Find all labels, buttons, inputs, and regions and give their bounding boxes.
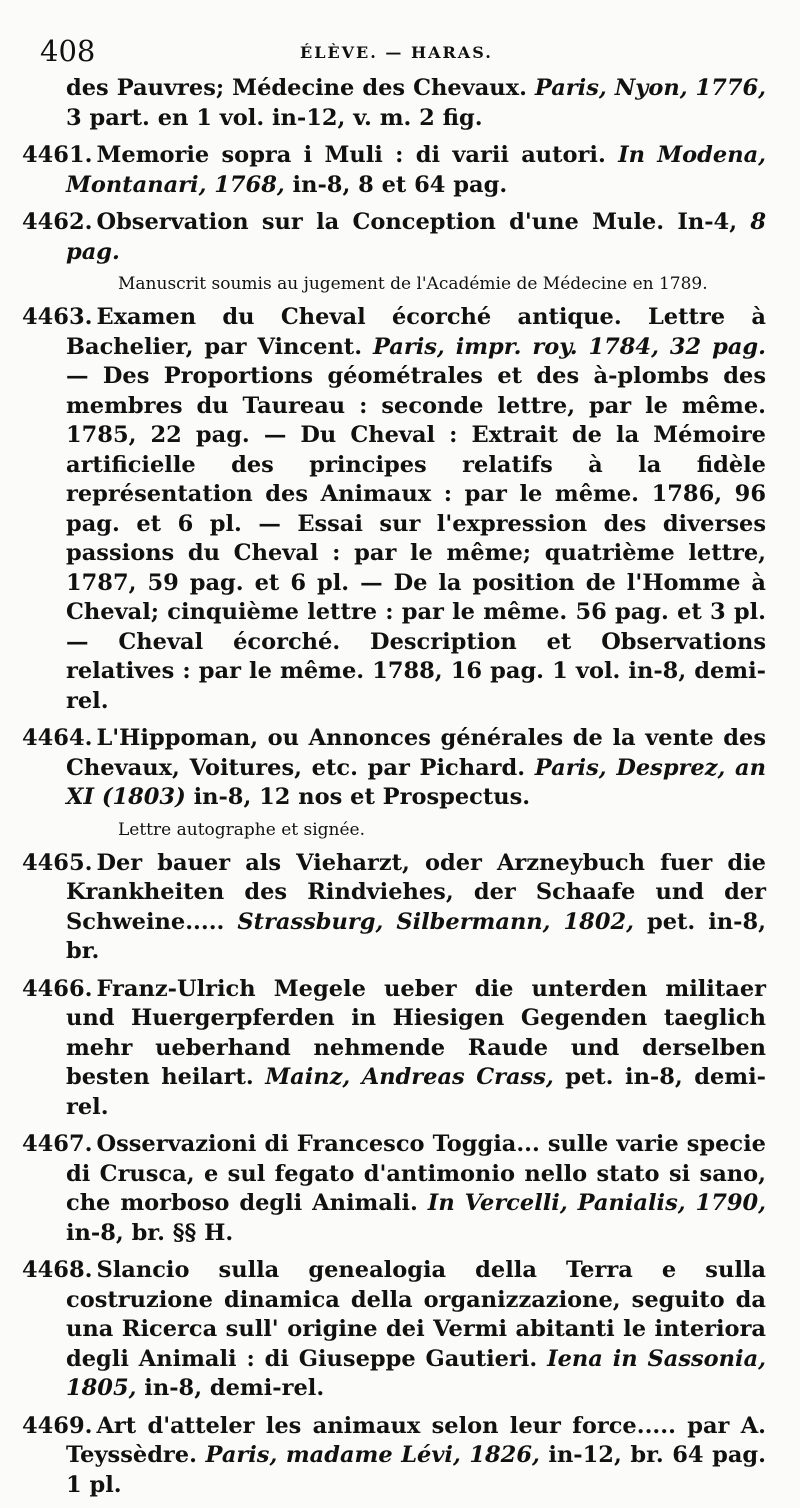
catalog-entry: [22, 1256, 766, 1404]
entry-publisher: Iena in Sassonia, 1805,: [66, 1345, 766, 1401]
entry-rest: in-8, 12 nos et Prospectus.: [185, 784, 531, 810]
entry-text: Art d'atteler les animaux selon leur force..... par A. Teyssèdre.: [66, 1412, 766, 1468]
entry-rest: in-8, 8 et 64 pag.: [284, 171, 508, 198]
entry-rest: in-8, demi-rel.: [136, 1375, 325, 1401]
entry-publisher: In Modena, Montanari, 1768,: [66, 142, 766, 198]
entry-number: 4465.: [22, 849, 93, 876]
entry-number: 4467.: [22, 1131, 93, 1157]
catalog-entry: [22, 1412, 766, 1501]
entry-publisher: Mainz, Andreas Crass,: [265, 1064, 554, 1090]
entry-text: Franz-Ulrich Megele ueber die unterden militaer und Huergerpferden in Hiesigen Gegenden taeglich mehr ueberhand nehmende Raude und derselben besten heilart.: [66, 975, 766, 1090]
entry-number: 4463.: [22, 304, 93, 330]
catalog-entry: [22, 975, 767, 1123]
entry-number: 4469.: [22, 1412, 93, 1439]
entry-rest: pet. in-8, br.: [66, 908, 766, 964]
entry-rest: 3 part. en 1 vol. in-12, v. m. 2 fig.: [66, 104, 483, 131]
entry-text: Der bauer als Vieharzt, oder Arzneybuch fuer die Krankheiten des Rindviehes, der Schaafe und der Schweine.....: [66, 849, 766, 935]
page-number: 408: [40, 34, 96, 68]
entry-rest: — Des Proportions géométrales et des à-plombs des membres du Taureau : seconde lettre, par le même. 1785, 22 pag. — Du Cheval : Extrait de la Mémoire artificielle des principes relatifs à la fidèle représentation des Animaux : par le même. 1786, 96 pag. et 6 pl. — Essai sur l'expression des diverses passions du Cheval : par le même; quatrième lettre, 1787, 59 pag. et 6 pl. — De la position de l'Homme à Cheval; cinquième lettre : par le même. 56 pag. et 3 pl. — Cheval écorché. Description et Observations relatives : par le même. 1788, 16 pag. 1 vol. in-8, demi-rel.: [66, 363, 766, 714]
catalog-entry: [22, 303, 766, 716]
entry-publisher: Paris, impr. roy. 1784, 32 pag.: [372, 333, 766, 360]
entry-text: Osservazioni di Francesco Toggia... sulle varie specie di Crusca, e sul fegato d'antimonio nello stato si sano, che morboso degli Animali.: [66, 1131, 766, 1216]
catalog-entry: [22, 1130, 766, 1248]
entry-text: L'Hippoman, ou Annonces générales de la vente des Chevaux, Voitures, etc. par Pichard.: [66, 725, 766, 781]
catalog-entry: [22, 724, 766, 813]
entry-rest: pet. in-8, demi-rel.: [66, 1064, 767, 1120]
catalog-entry: [22, 849, 766, 967]
page-header: [40, 34, 760, 74]
entry-rest: in-8, br. §§ H.: [66, 1219, 234, 1246]
entry-number: 4461.: [22, 142, 93, 168]
entry-note: Manuscrit soumis au jugement de l'Académie de Médecine en 1789.: [118, 274, 708, 294]
running-title: ÉLÈVE. — HARAS.: [300, 43, 493, 62]
entry-number: 4462.: [22, 209, 93, 235]
entry-text: des Pauvres; Médecine des Chevaux.: [66, 75, 535, 101]
entry-publisher: Paris, Desprez, an XI (1803): [66, 754, 766, 810]
entry-number: 4466.: [22, 975, 93, 1002]
entry-publisher: 8 pag.: [66, 209, 766, 265]
entry-publisher: Strassburg, Silbermann, 1802,: [237, 908, 634, 935]
entry-text: Observation sur la Conception d'une Mule. In-4,: [96, 209, 751, 235]
entry-number: 4468.: [22, 1257, 93, 1283]
entry-note: Lettre autographe et signée.: [118, 819, 366, 840]
catalog-entry: [22, 141, 766, 200]
entry-publisher: Paris, madame Lévi, 1826,: [205, 1442, 540, 1468]
entry-text: Memorie sopra i Muli : di varii autori.: [96, 142, 619, 168]
intro-entry: [66, 74, 766, 133]
entry-text: Examen du Cheval écorché antique. Lettre à Bachelier, par Vincent.: [66, 304, 766, 360]
catalog-entry: [22, 208, 766, 267]
catalog-body: [22, 74, 767, 1508]
entry-publisher: In Vercelli, Panialis, 1790,: [427, 1190, 766, 1216]
entry-rest: in-12, br. 64 pag. 1 pl.: [66, 1442, 766, 1498]
entry-text: Slancio sulla genealogia della Terra e sulla costruzione dinamica della organizzazione, seguito da una Ricerca sull' origine dei Vermi abitanti le interiora degli Animali : di Giuseppe Gautieri.: [66, 1257, 766, 1372]
entry-number: 4464.: [22, 725, 93, 751]
entry-publisher: Paris, Nyon, 1776,: [534, 75, 766, 101]
